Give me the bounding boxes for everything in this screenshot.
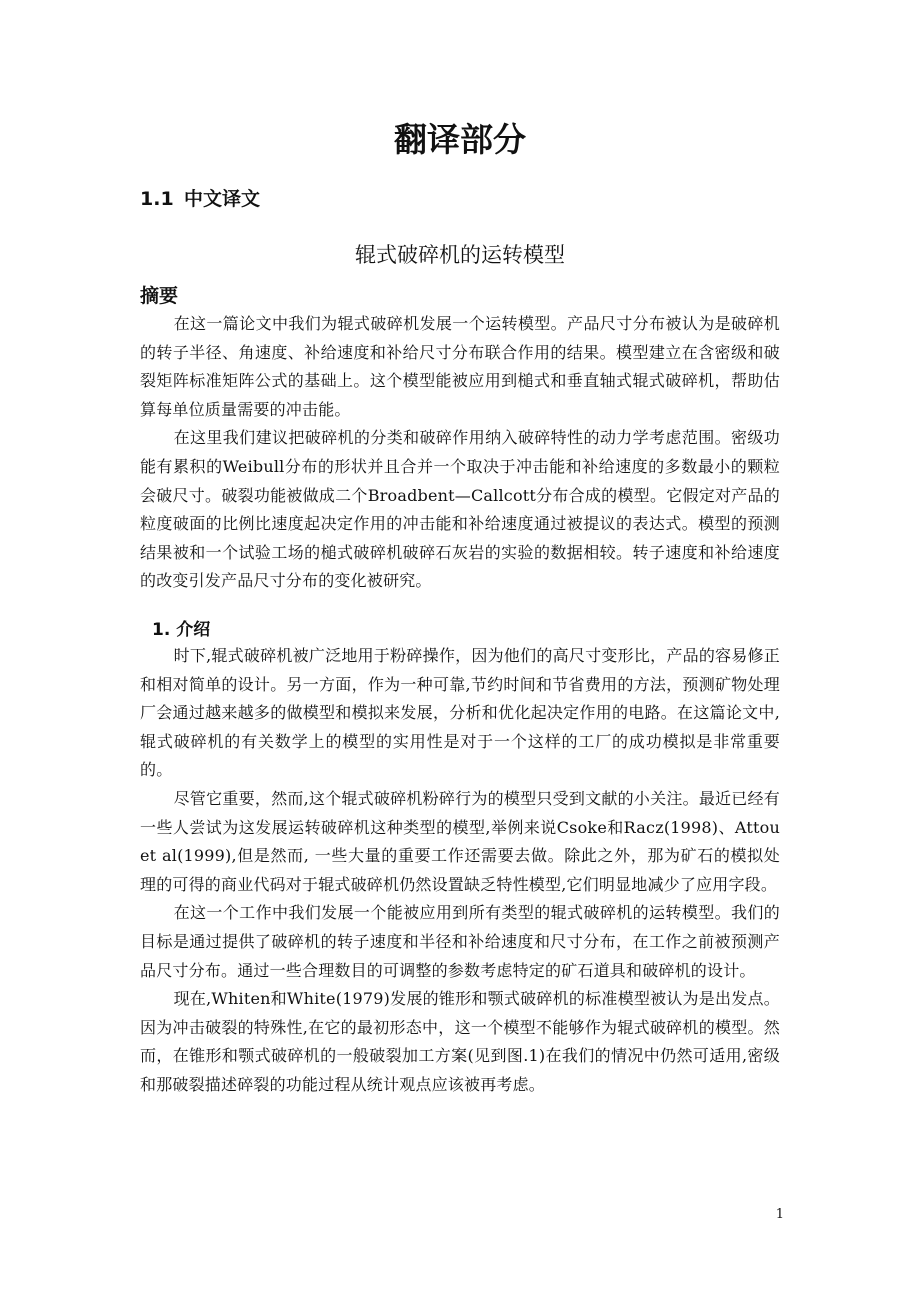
introduction-paragraph: 在这一个工作中我们发展一个能被应用到所有类型的辊式破碎机的运转模型。我们的目标是通过提供了破碎机的转子速度和半径和补给速度和尺寸分布，在工作之前被预测产品尺寸分布。通过一些合理数目的可调整的参数考虑特定的矿石道具和破碎机的设计。 <box>140 903 780 980</box>
introduction-paragraph: 尽管它重要，然而,这个辊式破碎机粉碎行为的模型只受到文献的小关注。最近已经有一些人尝试为这发展运转破碎机这种类型的模型,举例来说Csoke和Racz(1998)、Attou et al(1999),但是然而, 一些大量的重要工作还需要去做。除此之外，那为矿石的模拟处理的可得的商业代码对于辊式破碎机仍然设置缺乏特性模型,它们明显地减少了应用字段。 <box>140 788 780 894</box>
introduction-heading: 1. 介绍 <box>152 620 211 640</box>
section-heading <box>140 186 260 212</box>
abstract-body <box>140 310 780 596</box>
paper-title: 辊式破碎机的运转模型 <box>355 243 565 267</box>
section-number: 1.1 <box>140 188 174 210</box>
section-title: 中文译文 <box>184 188 261 210</box>
abstract-paragraph: 在这一篇论文中我们为辊式破碎机发展一个运转模型。产品尺寸分布被认为是破碎机的转子半径、角速度、补给速度和补给尺寸分布联合作用的结果。模型建立在含密级和破裂矩阵标准矩阵公式的基础上。这个模型能被应用到槌式和垂直轴式辊式破碎机，帮助估算每单位质量需要的冲击能。 <box>140 314 780 419</box>
abstract-paragraph: 在这里我们建议把破碎机的分类和破碎作用纳入破碎特性的动力学考虑范围。密级功能有累积的Weibull分布的形状并且合并一个取决于冲击能和补给速度的多数最小的颗粒会破尺寸。破裂功能被做成二个Broadbent—Callcott分布合成的模型。它假定对产品的粒度破面的比例比速度起决定作用的冲击能和补给速度通过被提议的表达式。模型的预测结果被和一个试验工场的槌式破碎机破碎石灰岩的实验的数据相较。转子速度和补给速度的改变引发产品尺寸分布的变化被研究。 <box>140 428 780 591</box>
page-number: 1 <box>775 1207 784 1222</box>
introduction-paragraph: 时下,辊式破碎机被广泛地用于粉碎操作，因为他们的高尺寸变形比，产品的容易修正和相对简单的设计。另一方面，作为一种可靠,节约时间和节省费用的方法，预测矿物处理厂会通过越来越多的做模型和模拟来发展，分析和优化起决定作用的电路。在这篇论文中,辊式破碎机的有关数学上的模型的实用性是对于一个这样的工厂的成功模拟是非常重要的。 <box>140 646 780 780</box>
abstract-heading: 摘要 <box>140 285 179 307</box>
introduction-paragraph: 现在,Whiten和White(1979)发展的锥形和颚式破碎机的标准模型被认为是出发点。因为冲击破裂的特殊性,在它的最初形态中，这一个模型不能够作为辊式破碎机的模型。然而，在锥形和颚式破碎机的一般破裂加工方案(见到图.1)在我们的情况中仍然可适用,密级和那破裂描述碎裂的功能过程从统计观点应该被再考虑。 <box>140 989 780 1094</box>
document-title: 翻译部分 <box>394 120 526 159</box>
introduction-body <box>140 642 780 1100</box>
